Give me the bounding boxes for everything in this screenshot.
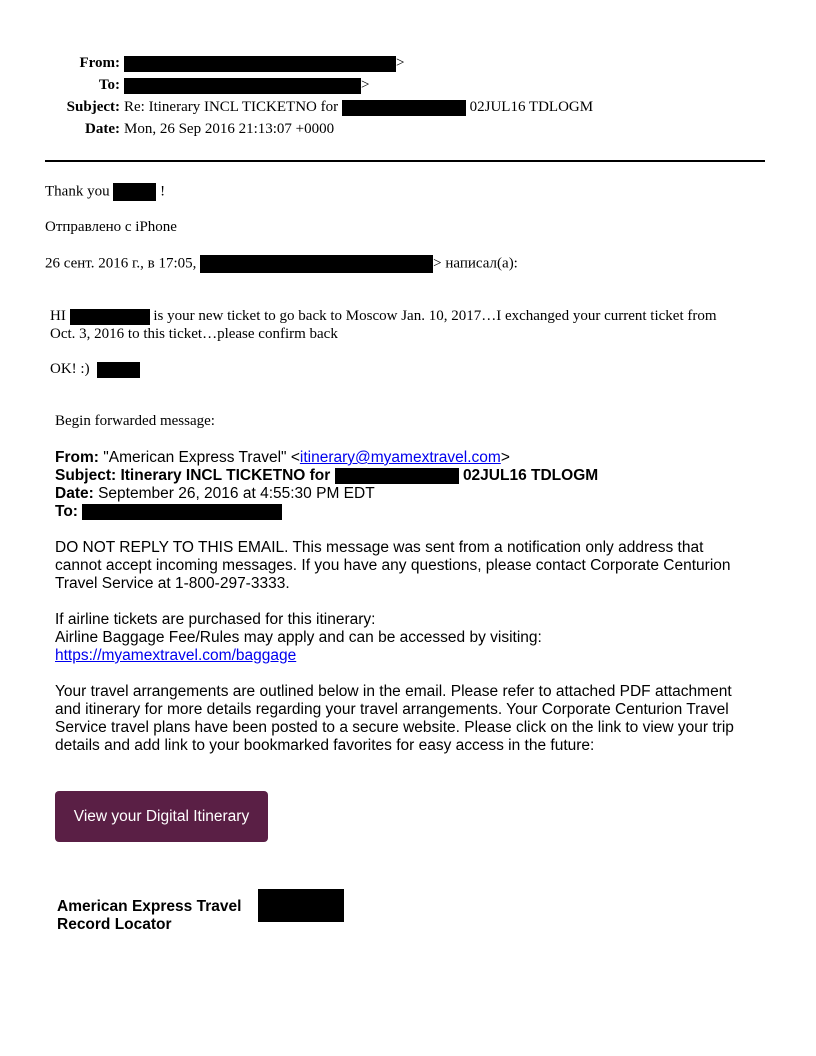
fwd-to-row — [55, 503, 282, 521]
record-locator-line-2: Record Locator — [57, 916, 172, 933]
redacted-thanks-name — [113, 183, 156, 201]
date-value: Mon, 26 Sep 2016 21:13:07 +0000 — [124, 121, 335, 137]
ok-text: OK! :) — [50, 361, 90, 377]
fwd-date-row — [55, 485, 375, 503]
from-tail: > — [396, 55, 405, 71]
fwd-subject-row — [55, 467, 598, 485]
from-label: From: — [79, 55, 120, 71]
arrangements-line-3: Service travel plans have been posted to a secure website. Please click on the link to view your trip — [55, 719, 734, 736]
notice-line-3: Travel Service at 1-800-297-3333. — [55, 575, 290, 592]
arrangements-line-2: and itinerary for more details regarding your travel arrangements. Your Corporate Centurion Travel — [55, 701, 729, 718]
notice-line-1: DO NOT REPLY TO THIS EMAIL. This message was sent from a notification only address that — [55, 539, 704, 556]
wrote-suffix: > написал(а): — [433, 255, 518, 272]
hi-line1-rest: is your new ticket to go back to Moscow Jan. 10, 2017…I exchanged your current ticket from — [153, 308, 717, 324]
redacted-to — [124, 78, 361, 94]
header-divider — [45, 160, 765, 162]
hi-line2: Oct. 3, 2016 to this ticket…please confirm back — [50, 326, 338, 342]
thanks-prefix: Thank you — [45, 183, 110, 200]
header-from-row — [40, 53, 640, 73]
arrangements-line-1: Your travel arrangements are outlined below in the email. Please refer to attached PDF attachment — [55, 683, 732, 700]
view-digital-itinerary-button[interactable] — [55, 791, 268, 842]
subject-label: Subject: — [66, 99, 120, 115]
fwd-from-label: From: — [55, 449, 99, 466]
wrote-line — [45, 255, 518, 273]
fwd-subject-suffix: 02JUL16 TDLOGM — [462, 467, 599, 484]
thanks-line — [45, 183, 165, 201]
record-locator-line-1: American Express Travel — [57, 898, 242, 915]
notice-paragraph — [55, 539, 775, 593]
wrote-prefix: 26 сент. 2016 г., в 17:05, — [45, 255, 197, 272]
fwd-from-row — [55, 449, 510, 467]
fwd-subject-label: Subject: Itinerary INCL TICKETNO for — [55, 467, 331, 484]
redacted-hi-name — [70, 309, 150, 325]
hi-prefix: HI — [50, 308, 66, 324]
fwd-from-email-link[interactable]: itinerary@myamextravel.com — [299, 449, 501, 466]
redacted-from — [124, 56, 396, 72]
header-subject-row — [40, 97, 640, 117]
fwd-from-close: > — [500, 449, 510, 466]
subject-suffix: 02JUL16 TDLOGM — [469, 99, 594, 115]
arrangements-line-4: details and add link to your bookmarked favorites for easy access in the future: — [55, 737, 595, 754]
fwd-date-value: September 26, 2016 at 4:55:30 PM EDT — [98, 485, 375, 502]
date-label: Date: — [85, 121, 120, 137]
to-tail: > — [361, 77, 370, 93]
to-label: To: — [98, 77, 120, 93]
begin-forwarded: Begin forwarded message: — [55, 413, 215, 429]
baggage-paragraph — [55, 611, 775, 665]
subject-prefix: Re: Itinerary INCL TICKETNO for — [124, 99, 339, 115]
redacted-subject-name — [342, 100, 466, 116]
header-to-row — [40, 75, 640, 95]
thanks-suffix: ! — [160, 183, 166, 200]
record-locator-label — [57, 898, 241, 934]
view-digital-itinerary-label: View your Digital Itinerary — [73, 807, 250, 825]
fwd-from-name: "American Express Travel" < — [103, 449, 300, 466]
sent-from-line: Отправлено с iPhone — [45, 219, 177, 235]
notice-line-2: cannot accept incoming messages. If you have any questions, please contact Corporate Centurion — [55, 557, 731, 574]
fwd-date-label: Date: — [55, 485, 94, 502]
header-date-row — [40, 119, 640, 139]
redacted-wrote-email — [200, 255, 433, 273]
redacted-ok-name — [97, 362, 140, 378]
redacted-fwd-to — [82, 504, 282, 520]
arrangements-paragraph — [55, 683, 775, 755]
fwd-to-label: To: — [55, 503, 78, 520]
baggage-line-1: If airline tickets are purchased for this itinerary: — [55, 611, 376, 628]
redacted-fwd-subject-name — [335, 468, 459, 484]
baggage-link[interactable]: https://myamextravel.com/baggage — [55, 647, 297, 664]
baggage-line-2: Airline Baggage Fee/Rules may apply and can be accessed by visiting: — [55, 629, 542, 646]
hi-paragraph — [50, 307, 770, 343]
ok-line — [50, 361, 140, 378]
redacted-record-locator — [258, 889, 344, 922]
